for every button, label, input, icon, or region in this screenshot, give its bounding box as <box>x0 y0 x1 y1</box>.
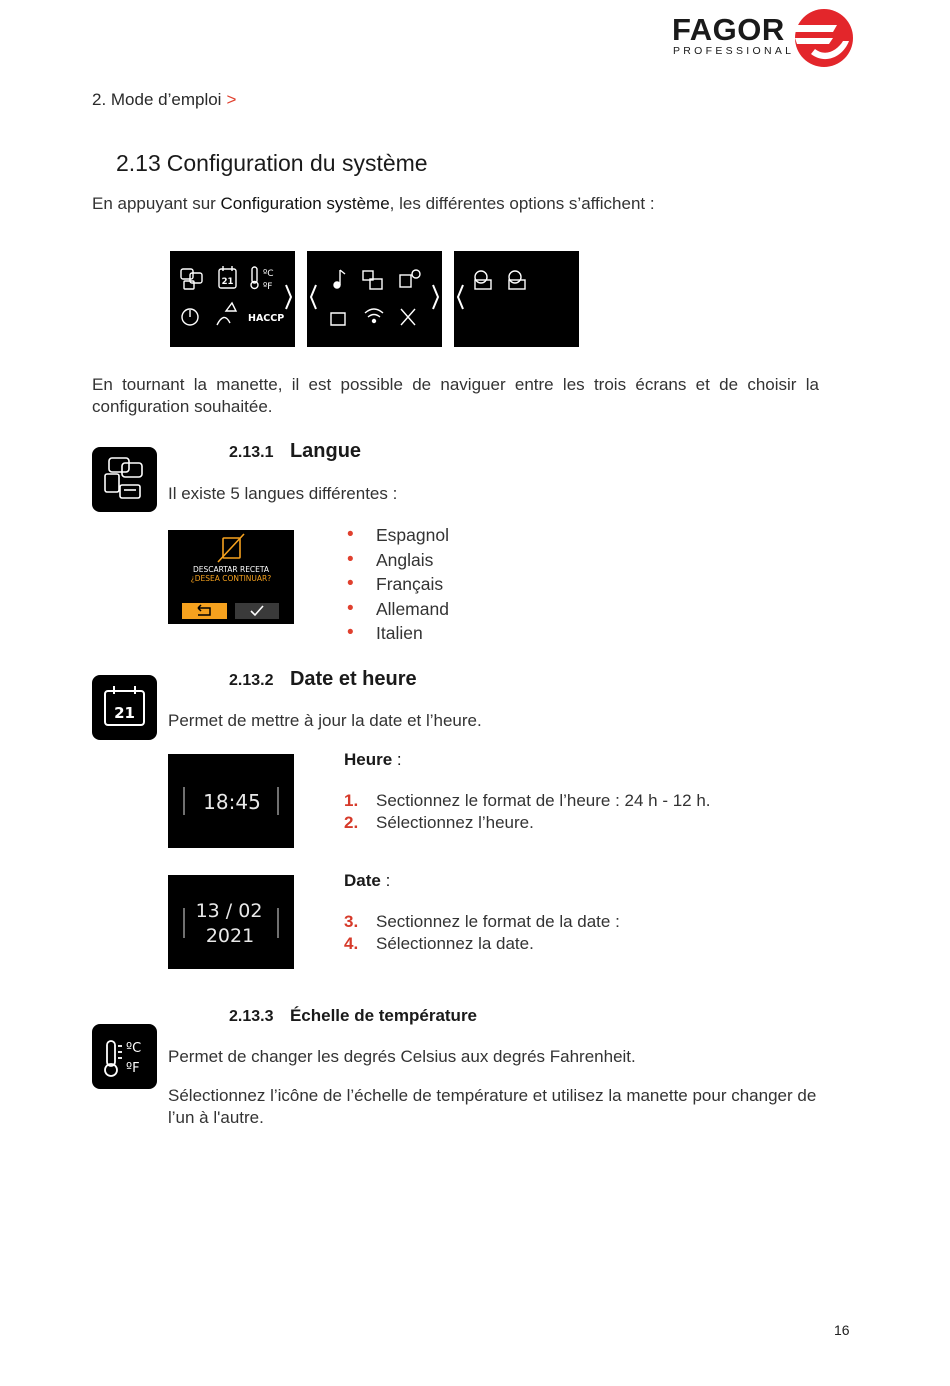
step-number: 2. <box>344 813 359 832</box>
date-label <box>344 871 390 891</box>
config-screen-2 <box>307 251 442 347</box>
temperature-paragraph-2: Sélectionnez l’icône de l’échelle de température et utilisez la manette pour changer de l’un à l'autre. <box>168 1086 817 1127</box>
step-text: Sectionnez le format de la date : <box>376 912 620 931</box>
date-value-year: 2021 <box>205 925 255 947</box>
list-item: • Allemand <box>347 597 449 622</box>
section-title: Configuration du système <box>166 150 428 176</box>
time-screen <box>168 754 294 848</box>
intro-prefix: En appuyant sur <box>92 194 221 213</box>
langue-number: 2.13.1 <box>229 444 274 461</box>
date-heure-intro: Permet de mettre à jour la date et l’heure. <box>168 711 482 730</box>
intro-highlight: Configuration système <box>220 194 390 213</box>
icon-fahrenheit: ºF <box>126 1061 140 1076</box>
temperature-number: 2.13.3 <box>229 1008 274 1025</box>
brand-logo-icon <box>793 7 855 74</box>
step-text: Sélectionnez la date. <box>376 934 534 953</box>
dialog-back-button[interactable] <box>182 603 227 619</box>
list-item: • Espagnol <box>347 523 449 548</box>
heure-label-colon: : <box>392 750 402 769</box>
dialog-confirm-button[interactable] <box>235 603 279 619</box>
date-step-4 <box>344 933 534 955</box>
date-heure-number: 2.13.2 <box>229 672 274 689</box>
languages-list <box>347 523 449 646</box>
screen1-temp-f: ºF <box>263 282 273 292</box>
heure-label-text: Heure <box>344 750 393 769</box>
temperature-paragraph-1: Permet de changer les degrés Celsius aux degrés Fahrenheit. <box>168 1047 636 1066</box>
date-step-3 <box>344 911 620 933</box>
langue-intro: Il existe 5 langues différentes : <box>168 484 398 503</box>
date-screen <box>168 875 294 969</box>
time-value: 18:45 <box>203 790 261 814</box>
icon-celsius: ºC <box>126 1041 142 1056</box>
heure-step-2 <box>344 812 534 834</box>
dialog-line2: ¿DESEA CONTINUAR? <box>190 574 272 583</box>
navigation-paragraph: En tournant la manette, il est possible de naviguer entre les trois écrans et de choisir la configuration souhaitée. <box>92 375 819 416</box>
step-text: Sélectionnez l’heure. <box>376 813 534 832</box>
date-label-text: Date <box>344 871 381 890</box>
list-item: • Italien <box>347 621 449 646</box>
temperature-heading <box>229 1006 477 1026</box>
section-heading <box>116 150 428 177</box>
calendar-icon <box>92 675 157 740</box>
langue-title: Langue <box>289 440 362 462</box>
brand-logo-subtitle: PROFESSIONAL <box>673 45 795 57</box>
brand-logo-wordmark: FAGOR <box>672 12 785 47</box>
screen1-temp-c: ºC <box>263 269 274 279</box>
step-number: 1. <box>344 791 359 810</box>
breadcrumb-chevron: > <box>226 90 237 109</box>
temperature-title: Échelle de température <box>289 1006 478 1025</box>
config-screen-1 <box>170 251 295 347</box>
step-text: Sectionnez le format de l’heure : 24 h - 12 h. <box>376 791 711 810</box>
language-icon <box>92 447 157 512</box>
date-label-colon: : <box>380 871 391 890</box>
step-number: 4. <box>344 934 359 953</box>
heure-label <box>344 750 402 770</box>
section-number: 2.13 <box>116 150 161 176</box>
date-heure-heading <box>229 668 417 691</box>
screen1-haccp: HACCP <box>248 313 285 324</box>
date-heure-title: Date et heure <box>289 668 417 690</box>
step-number: 3. <box>344 912 359 931</box>
langue-dialog-screen <box>168 530 294 624</box>
list-item: • Anglais <box>347 548 449 573</box>
calendar-day: 21 <box>114 704 135 722</box>
list-item: • Français <box>347 572 449 597</box>
page-number: 16 <box>834 1322 850 1338</box>
thermometer-icon <box>92 1024 157 1089</box>
intro-suffix: , les différentes options s’affichent : <box>389 194 655 213</box>
screen1-calendar-day: 21 <box>221 277 234 287</box>
breadcrumb-text: 2. Mode d’emploi <box>92 90 222 109</box>
langue-heading <box>229 440 361 463</box>
section-intro <box>92 193 655 215</box>
heure-step-1 <box>344 790 711 812</box>
breadcrumb[interactable] <box>92 90 236 110</box>
dialog-line1: DESCARTAR RECETA <box>192 565 270 574</box>
config-screen-3 <box>454 251 579 347</box>
date-value-day-month: 13 / 02 <box>195 900 263 922</box>
